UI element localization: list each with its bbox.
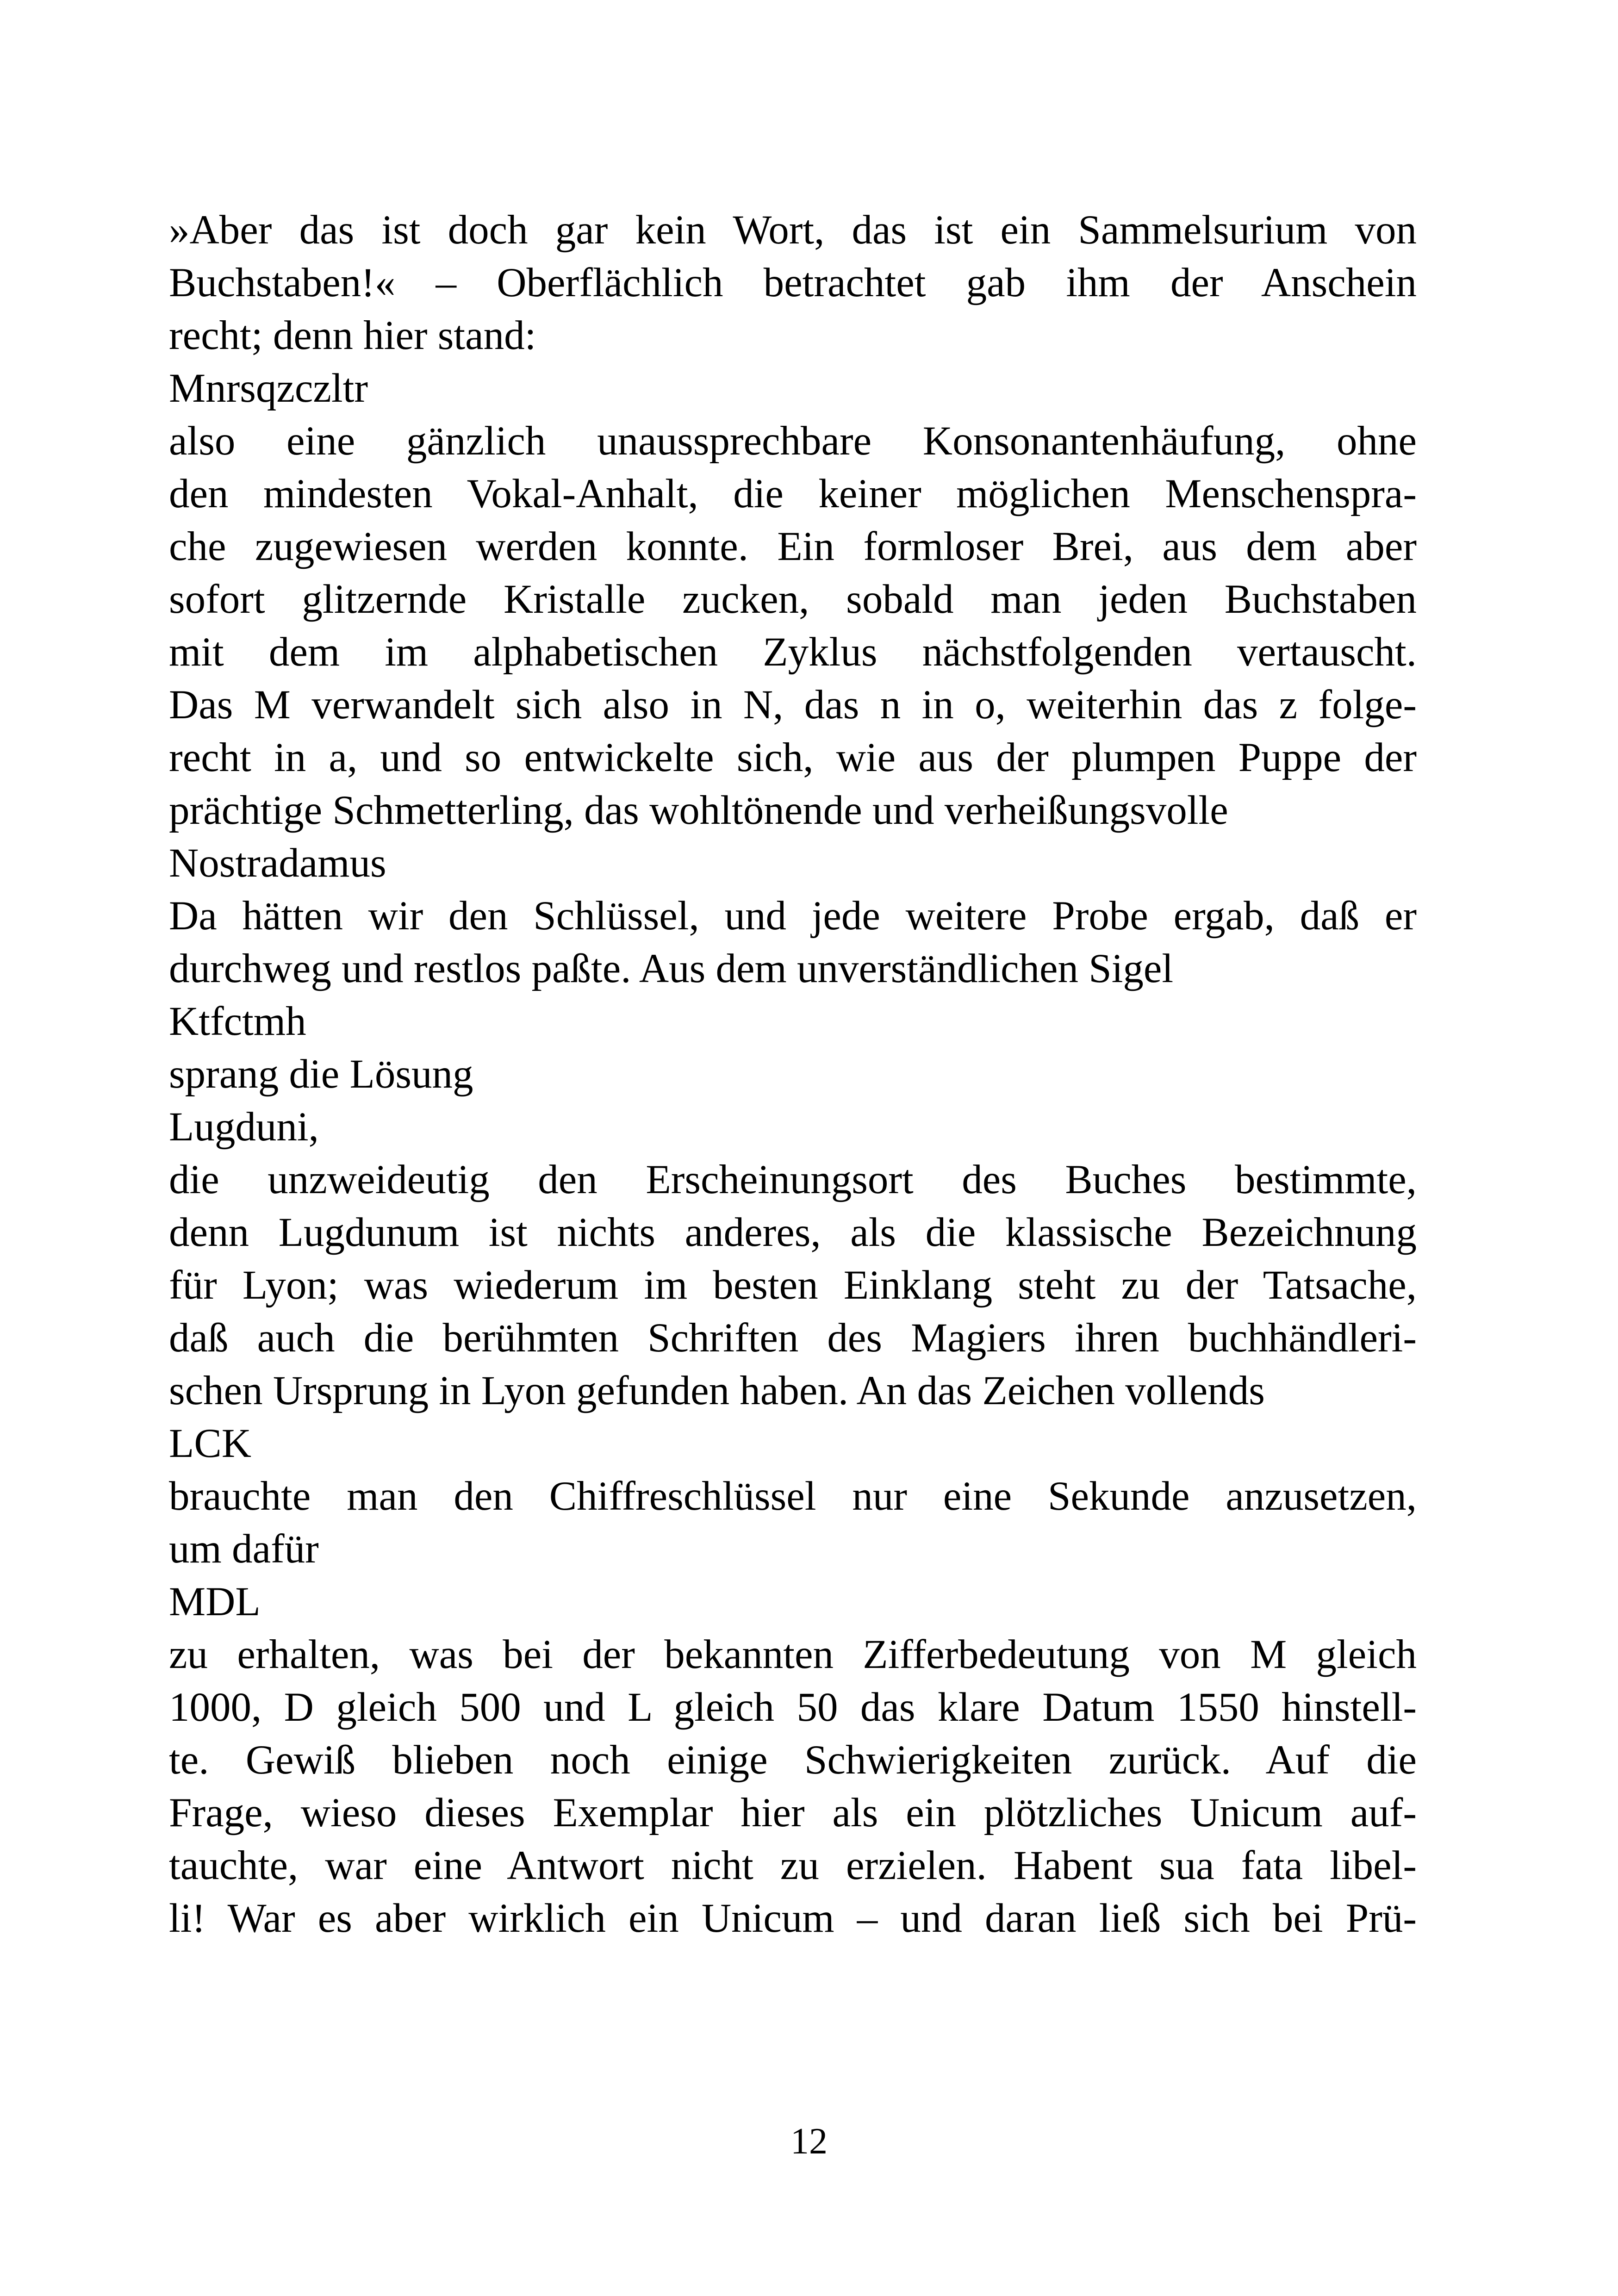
text-line: durchweg und restlos paßte. Aus dem unverständlichen Sigel — [169, 946, 1174, 991]
text-line: denn Lugdunum ist nichts anderes, als die klassische Bezeichnung — [169, 1210, 1417, 1255]
text-line: für Lyon; was wiederum im besten Einklang steht zu der Tatsache, — [169, 1263, 1417, 1308]
text-line: die unzweideutig den Erscheinungsort des Buches bestimmte, — [169, 1157, 1417, 1202]
page-number: 12 — [790, 2121, 828, 2162]
text-line: Das M verwandelt sich also in N, das n in o, weiterhin das z folge- — [169, 682, 1417, 728]
decoded-word: MDL — [169, 1579, 261, 1624]
text-line: also eine gänzlich unaussprechbare Konsonantenhäufung, ohne — [169, 418, 1417, 464]
text-line: den mindesten Vokal-Anhalt, die keiner möglichen Menschenspra- — [169, 471, 1417, 516]
text-line: che zugewiesen werden konnte. Ein formloser Brei, aus dem aber — [169, 524, 1417, 569]
text-line: tauchte, war eine Antwort nicht zu erzielen. Habent sua fata libel- — [169, 1843, 1417, 1888]
text-line: sofort glitzernde Kristalle zucken, sobald man jeden Buchstaben — [169, 577, 1417, 622]
text-line: recht in a, und so entwickelte sich, wie aus der plumpen Puppe der — [169, 735, 1417, 780]
cipher-word: Mnrsqzczltr — [169, 366, 368, 411]
text-line: daß auch die berühmten Schriften des Magiers ihren buchhändleri- — [169, 1315, 1417, 1361]
text-line: recht; denn hier stand: — [169, 313, 536, 358]
text-line: te. Gewiß blieben noch einige Schwierigkeiten zurück. Auf die — [169, 1737, 1417, 1783]
text-line: mit dem im alphabetischen Zyklus nächstfolgenden vertauscht. — [169, 629, 1417, 675]
text-line: li! War es aber wirklich ein Unicum – und daran ließ sich bei Prü- — [169, 1896, 1417, 1941]
decoded-word: Lugduni, — [169, 1104, 319, 1150]
text-line: »Aber das ist doch gar kein Wort, das ist ein Sammelsurium von — [169, 207, 1417, 253]
text-line: brauchte man den Chiffreschlüssel nur eine Sekunde anzusetzen, — [169, 1474, 1417, 1519]
text-line: schen Ursprung in Lyon gefunden haben. An das Zeichen vollends — [169, 1368, 1265, 1413]
text-line: prächtige Schmetterling, das wohltönende und verheißungsvolle — [169, 788, 1228, 833]
text-line: Buchstaben!« – Oberflächlich betrachtet gab ihm der Anschein — [169, 260, 1417, 305]
text-line: 1000, D gleich 500 und L gleich 50 das klare Datum 1550 hinstell- — [169, 1685, 1417, 1730]
text-line: sprang die Lösung — [169, 1052, 473, 1097]
text-line: um dafür — [169, 1526, 319, 1572]
decoded-word: Nostradamus — [169, 840, 386, 886]
text-line: zu erhalten, was bei der bekannten Zifferbedeutung von M gleich — [169, 1632, 1417, 1677]
text-line: Frage, wieso dieses Exemplar hier als ein plötzliches Unicum auf- — [169, 1790, 1417, 1836]
cipher-word: Ktfctmh — [169, 999, 306, 1044]
cipher-word: LCK — [169, 1421, 251, 1466]
body-text — [169, 204, 1417, 1945]
text-line: Da hätten wir den Schlüssel, und jede weitere Probe ergab, daß er — [169, 893, 1417, 939]
